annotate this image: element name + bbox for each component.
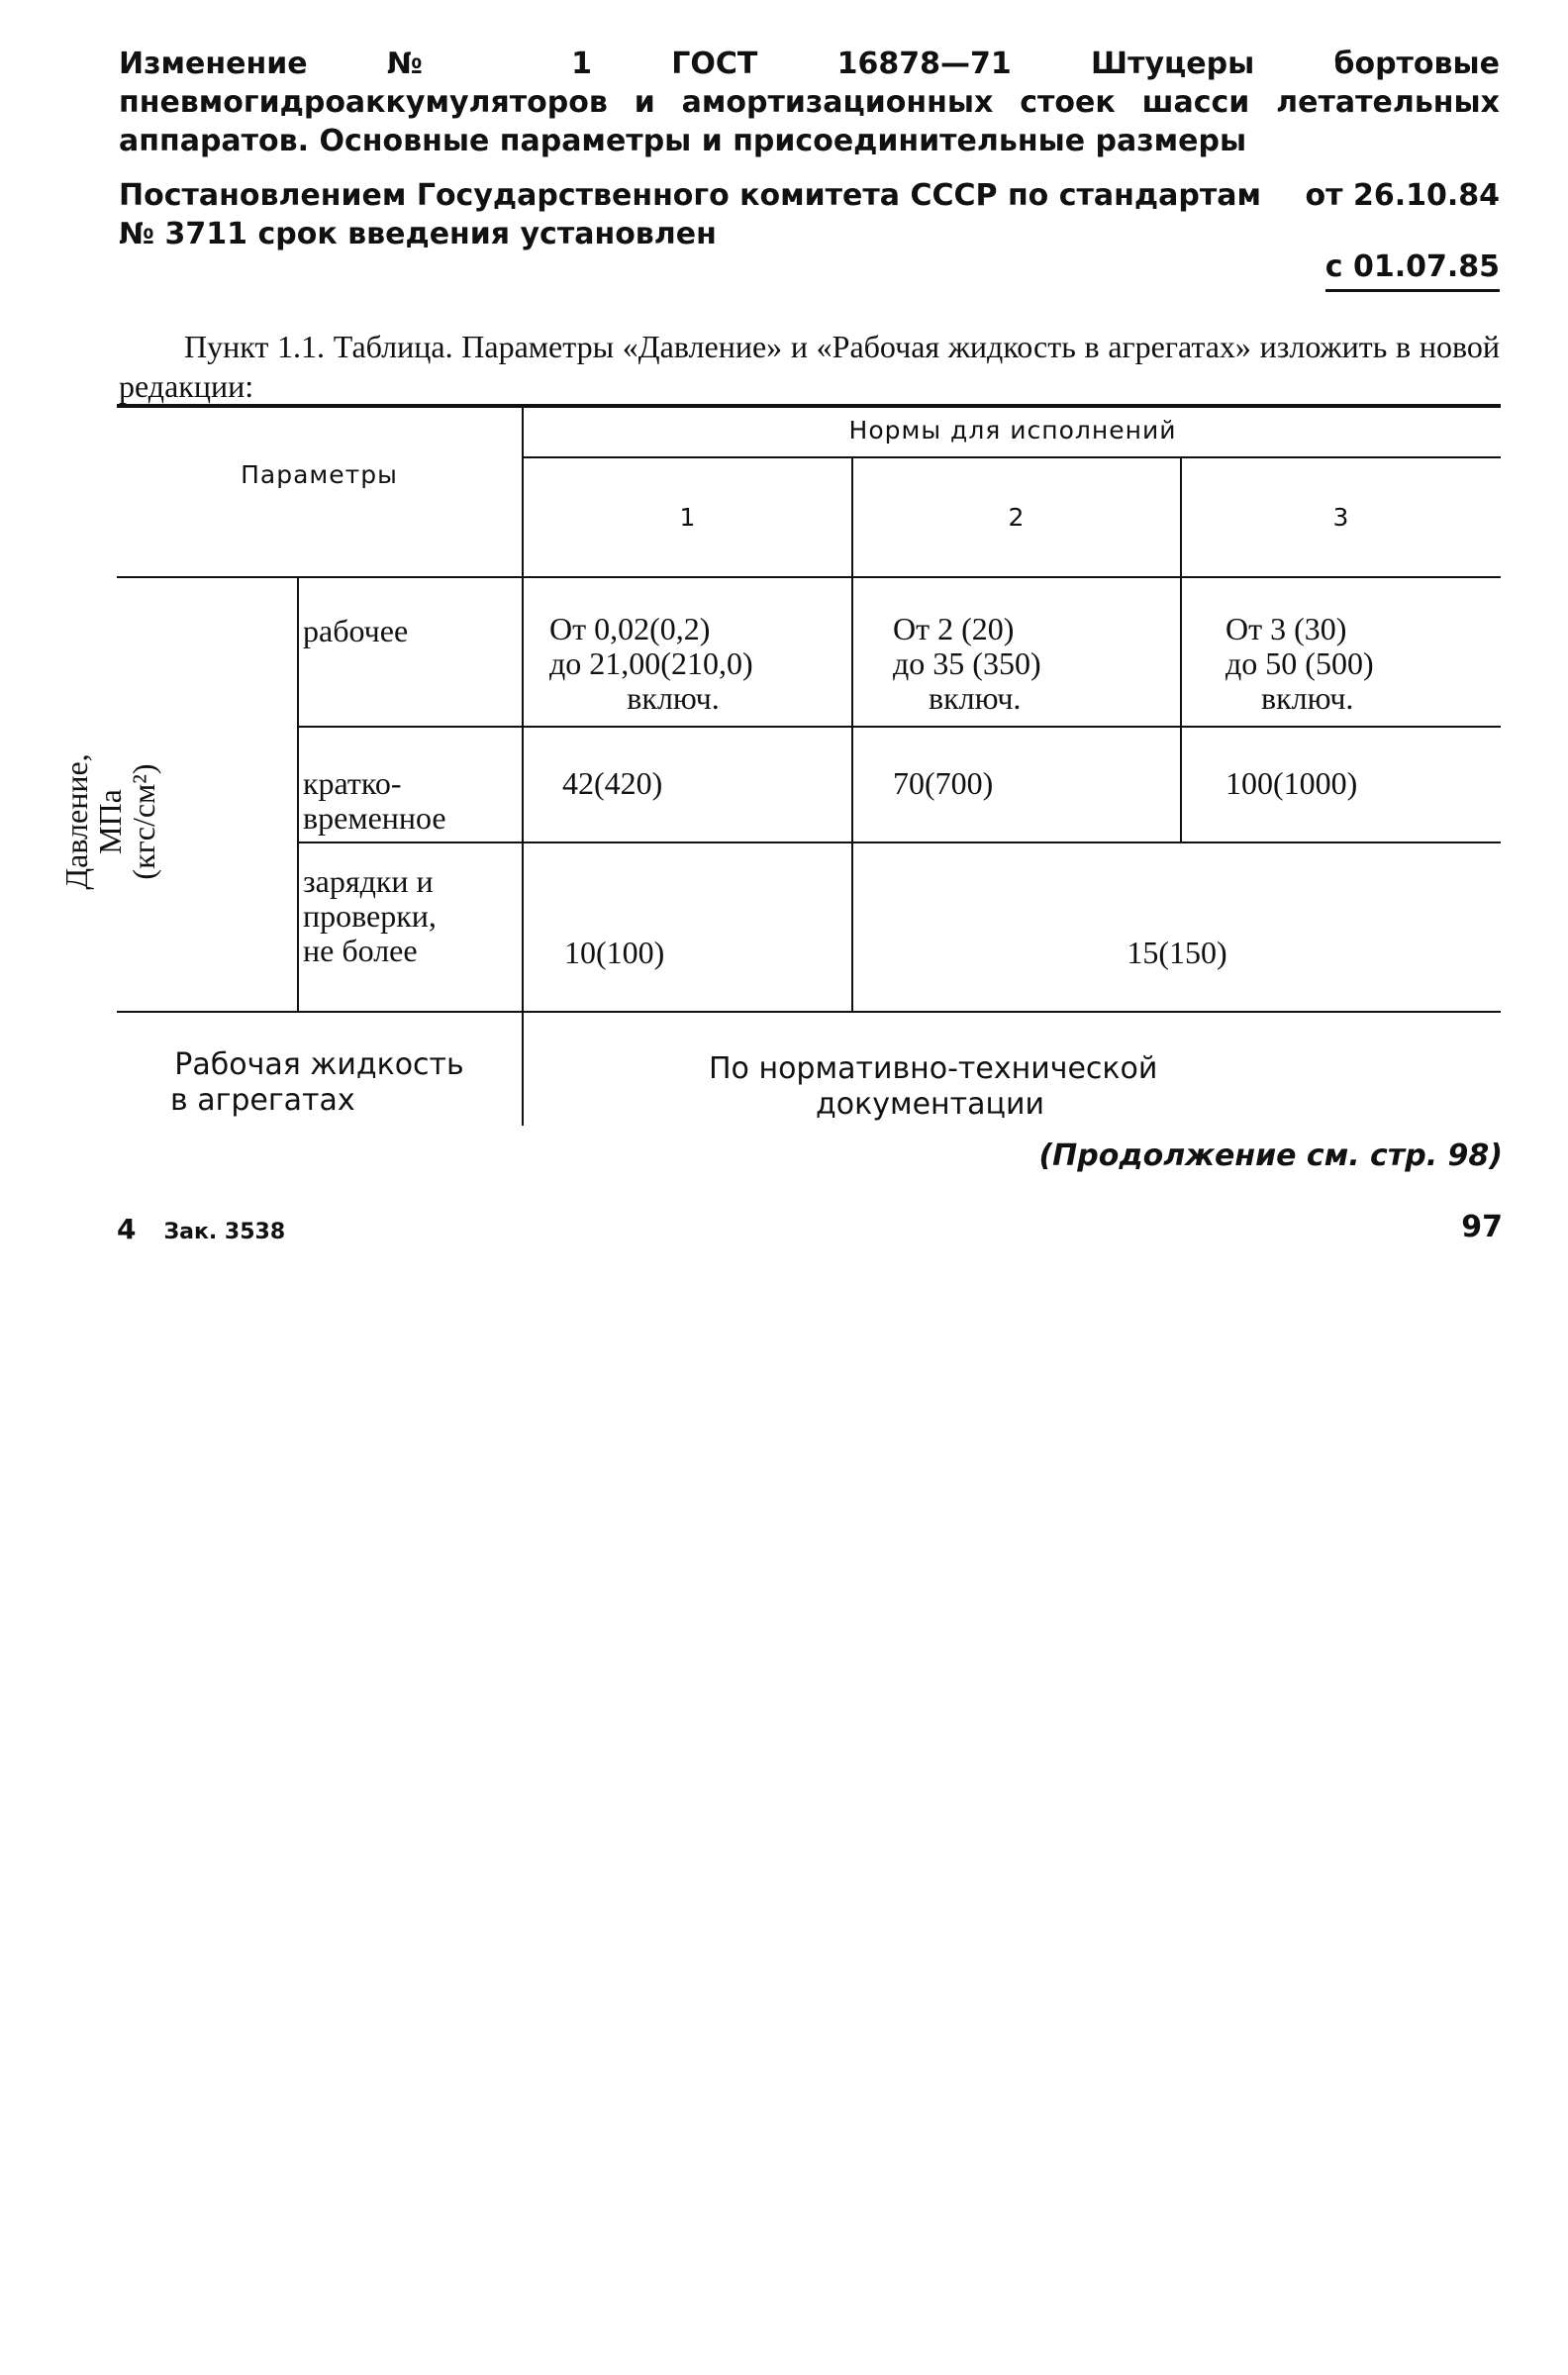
pressure-group-rule: [297, 576, 299, 1011]
value-line: до 21,00(210,0): [549, 645, 753, 681]
short-term-value-2: 70(700): [893, 765, 994, 801]
row2-bottom-rule: [297, 841, 1501, 843]
fluid-value-line2: документации: [816, 1087, 1044, 1122]
col1-col2-rule: [851, 458, 853, 1011]
version-3-header: 3: [1332, 503, 1350, 532]
pressure-bottom-rule: [117, 1011, 1501, 1013]
value-line: От 3 (30): [1225, 611, 1347, 646]
decree-date: от 26.10.84: [1305, 178, 1500, 213]
decree-block: [119, 176, 1500, 253]
params-col-rule: [522, 406, 524, 1126]
row-label-short-term: [303, 766, 521, 836]
fluid-value: [525, 1051, 1501, 1123]
row-label-line: не более: [303, 933, 418, 968]
row-label-line: временное: [303, 800, 446, 836]
value-line: От 0,02(0,2): [549, 611, 711, 646]
page-number: 97: [1461, 1210, 1503, 1244]
value-line: включ.: [929, 680, 1022, 716]
signature-number: 4: [117, 1213, 137, 1245]
value-line: От 2 (20): [893, 611, 1015, 646]
version-1-header: 1: [679, 503, 697, 532]
footer-left: [117, 1213, 285, 1245]
pressure-label-line3: (кгс/см²): [126, 763, 161, 880]
norms-header: Нормы для исполнений: [848, 416, 1177, 445]
row-label-line: рабочее: [303, 613, 409, 648]
row1-bottom-rule: [297, 726, 1501, 728]
value-line: включ.: [1261, 680, 1354, 716]
pressure-label-line1: Давление,: [58, 753, 94, 890]
pressure-group-label: [59, 634, 160, 1010]
table-top-rule: [117, 404, 1501, 408]
value-line: включ.: [627, 680, 720, 716]
intro-paragraph: [119, 327, 1500, 406]
value-line: до 50 (500): [1225, 645, 1374, 681]
effective-date: с 01.07.85: [1325, 249, 1500, 292]
fluid-label-line2: в агрегатах: [170, 1083, 355, 1118]
version-2-header: 2: [1008, 503, 1026, 532]
row-label-line: проверки,: [303, 898, 437, 934]
working-value-1: [549, 612, 836, 716]
pressure-label-line2: МПа: [92, 789, 128, 854]
intro-text: Пункт 1.1. Таблица. Параметры «Давление» и «Рабочая жидкость в агрегатах» изложить в новой редакции:: [119, 329, 1500, 404]
short-term-value-3: 100(1000): [1225, 765, 1358, 801]
decree-text: Постановлением Государственного комитета СССР по стандартам: [119, 178, 1261, 213]
working-value-3: [1225, 612, 1493, 716]
header-bottom-rule: [117, 576, 1501, 578]
fluid-label-line1: Рабочая жидкость: [174, 1047, 464, 1082]
continuation-note: (Продолжение см. стр. 98): [1038, 1138, 1503, 1173]
charging-value-2-3: 15(150): [1127, 935, 1227, 970]
fluid-value-line1: По нормативно-технической: [709, 1051, 1158, 1086]
value-line: до 35 (350): [893, 645, 1041, 681]
order-number: Зак. 3538: [163, 1220, 286, 1244]
row-label-working: [303, 614, 521, 648]
decree-number: № 3711 срок введения установлен: [119, 217, 717, 251]
working-value-2: [893, 612, 1170, 716]
charging-value-1: 10(100): [564, 935, 665, 970]
norms-header-rule: [522, 456, 1501, 458]
fluid-label: [119, 1047, 520, 1119]
row-label-line: кратко-: [303, 765, 402, 801]
row-label-charging: [303, 864, 521, 968]
params-header: Параметры: [241, 460, 398, 489]
row-label-line: зарядки и: [303, 863, 434, 899]
effective-date-wrap: [1325, 249, 1500, 292]
short-term-value-1: 42(420): [562, 765, 663, 801]
document-title: Изменение № 1 ГОСТ 16878—71 Штуцеры бортовые пневмогидроаккумуляторов и амортизационных стоек шасси летательных аппаратов. Основные параметры и присоединительные размеры: [119, 47, 1500, 158]
